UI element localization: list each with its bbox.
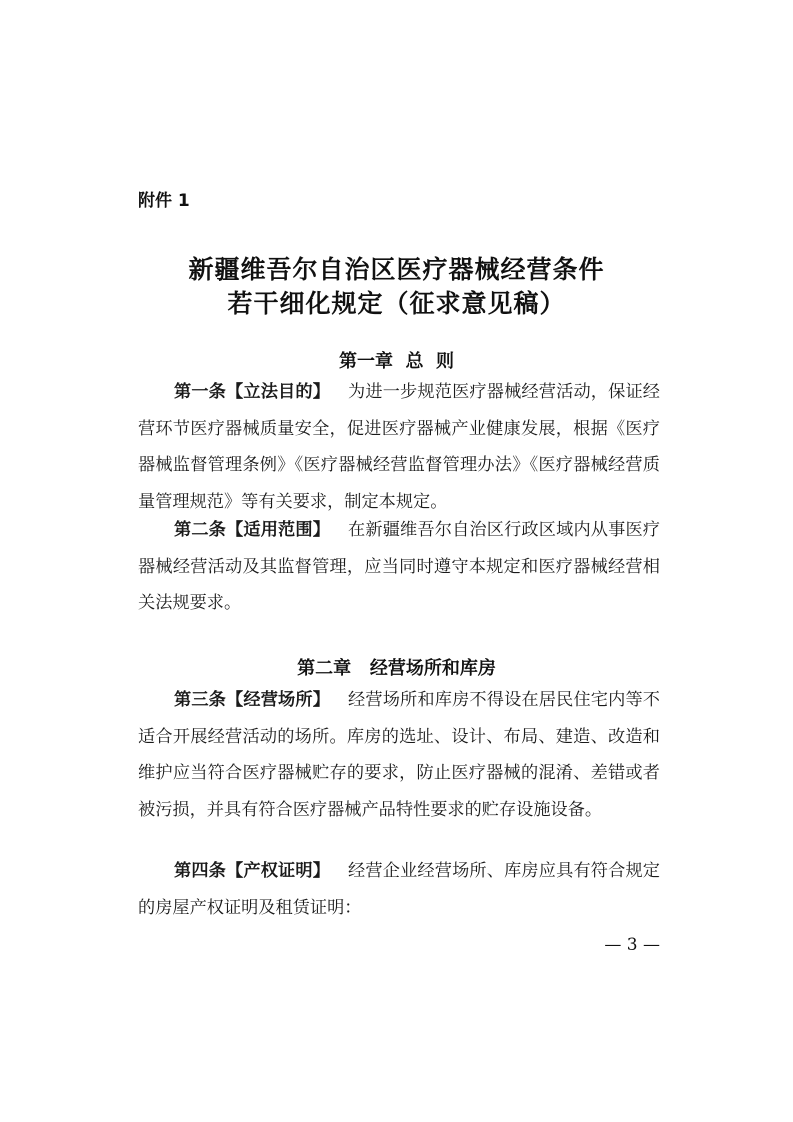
article-label: 第一条【立法目的】 [174, 382, 331, 402]
attachment-label: 附件 1 [138, 191, 190, 211]
article-label: 第四条【产权证明】 [174, 861, 331, 881]
article-2 [138, 512, 660, 622]
article-1 [138, 374, 660, 520]
article-4 [138, 853, 660, 926]
article-label: 第三条【经营场所】 [174, 690, 331, 710]
document-title-line2: 若干细化规定（征求意见稿） [227, 289, 566, 318]
chapter-heading-2: 第二章 经营场所和库房 [297, 658, 496, 679]
article-text: 为进一步规范医疗器械经营活动，保证经营环节医疗器械质量安全，促进医疗器械产业健康发展，根据《医疗器械监督管理条例》《医疗器械经营监督管理办法》《医疗器械经营质量管理规范》等有关要求，制定本规定。 [138, 382, 660, 512]
chapter-heading-1: 第一章 总 则 [338, 351, 455, 372]
article-label: 第二条【适用范围】 [174, 520, 331, 540]
article-text: 在新疆维吾尔自治区行政区域内从事医疗器械经营活动及其监督管理，应当同时遵守本规定和医疗器械经营相关法规要求。 [138, 520, 660, 613]
article-text: 经营场所和库房不得设在居民住宅内等不适合开展经营活动的场所。库房的选址、设计、布局、建造、改造和维护应当符合医疗器械贮存的要求，防止医疗器械的混淆、差错或者被污损，并具有符合医疗器械产品特性要求的贮存设施设备。 [138, 690, 660, 820]
document-title-line1: 新疆维吾尔自治区医疗器械经营条件 [188, 255, 605, 284]
article-text: 经营企业经营场所、库房应具有符合规定的房屋产权证明及租赁证明： [138, 861, 660, 918]
article-3 [138, 682, 660, 828]
page-number: — 3 — [604, 935, 660, 955]
